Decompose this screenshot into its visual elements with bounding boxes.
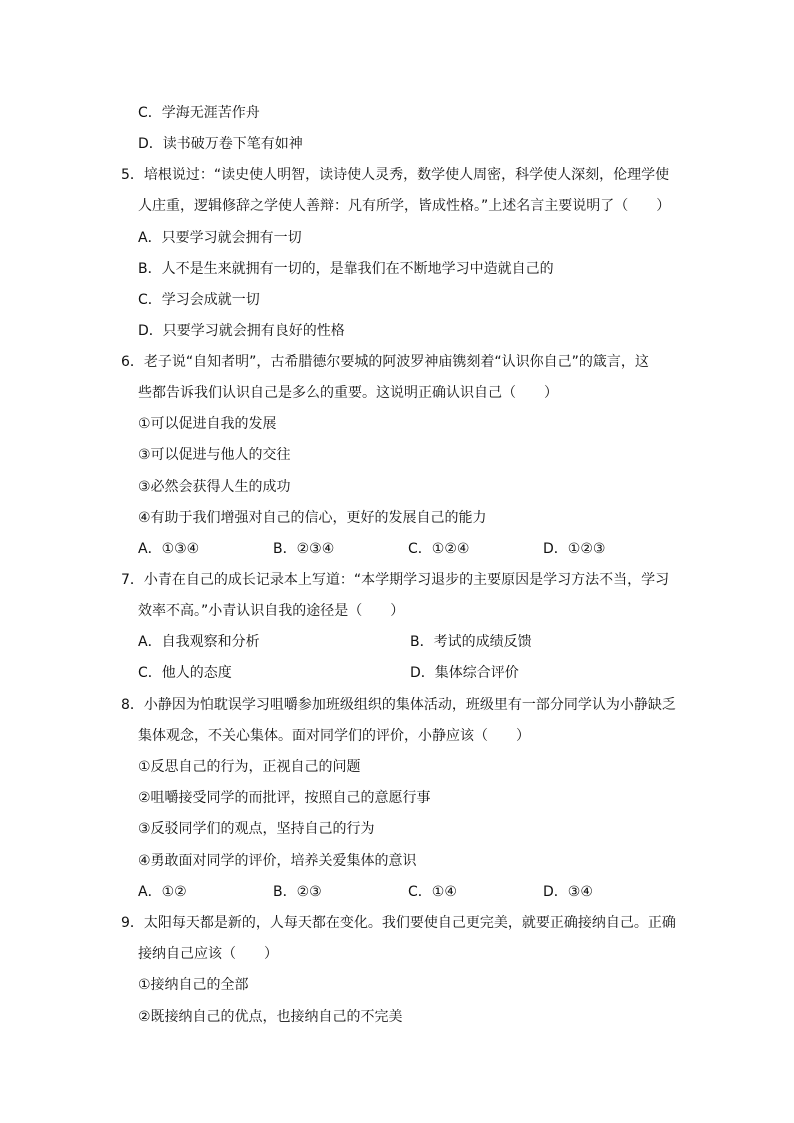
q9-item-2: ②既接纳自己的优点，也接纳自己的不完美 bbox=[138, 1009, 403, 1025]
q7-options-row2 bbox=[138, 664, 519, 682]
q6-option-b: B．②③④ bbox=[273, 541, 335, 557]
q8-stem-line1: 8．小静因为怕耽误学习咀嚼参加班级组织的集体活动，班级里有一部分同学认为小静缺乏 bbox=[121, 697, 676, 713]
q5-stem-line2: 人庄重，逻辑修辞之学使人善辩：凡有所学，皆成性格。”上述名言主要说明了（ ） bbox=[138, 198, 671, 214]
q8-option-b: B．②③ bbox=[273, 884, 322, 900]
q6-option-a: A．①③④ bbox=[138, 541, 200, 557]
q8-option-a: A．①② bbox=[138, 884, 187, 900]
q8-stem-line2: 集体观念，不关心集体。面对同学们的评价，小静应该（ ） bbox=[138, 728, 530, 744]
q8-options bbox=[138, 883, 593, 901]
q6-item-4: ④有助于我们增强对自己的信心，更好的发展自己的能力 bbox=[138, 510, 487, 526]
q5-option-d: D．只要学习就会拥有良好的性格 bbox=[138, 323, 345, 339]
q6-options bbox=[138, 540, 605, 558]
q9-item-1: ①接纳自己的全部 bbox=[138, 977, 249, 993]
q8-item-1: ①反思自己的行为，正视自己的问题 bbox=[138, 759, 361, 775]
q7-option-a: A．自我观察和分析 bbox=[138, 634, 260, 650]
q7-options-row1 bbox=[138, 633, 532, 651]
q5-option-c: C．学习会成就一切 bbox=[138, 292, 260, 308]
q8-item-3: ③反驳同学们的观点，坚持自己的行为 bbox=[138, 821, 375, 837]
q8-item-2: ②咀嚼接受同学的而批评，按照自己的意愿行事 bbox=[138, 790, 431, 806]
q6-option-d: D．①②③ bbox=[543, 541, 606, 557]
q8-option-c: C．①④ bbox=[408, 884, 457, 900]
q7-option-d: D．集体综合评价 bbox=[410, 665, 519, 681]
q9-stem-line2: 接纳自己应该（ ） bbox=[138, 946, 278, 962]
q6-item-3b: ③必然会获得人生的成功 bbox=[138, 479, 291, 495]
q6-stem-line1: 6．老子说“自知者明”，古希腊德尔要城的阿波罗神庙镌刻着“认识你自己”的箴言，这 bbox=[121, 354, 649, 370]
q6-item-3: ③可以促进与他人的交往 bbox=[138, 447, 291, 463]
q7-option-b: B．考试的成绩反馈 bbox=[410, 634, 532, 650]
q7-option-c: C．他人的态度 bbox=[138, 665, 232, 681]
q5-option-b: B．人不是生来就拥有一切的，是靠我们在不断地学习中造就自己的 bbox=[138, 261, 554, 277]
q7-stem-line2: 效率不高。”小青认识自我的途径是（ ） bbox=[138, 603, 405, 619]
q5-stem-line1: 5．培根说过：“读史使人明智，读诗使人灵秀，数学使人周密，科学使人深刻，伦理学使 bbox=[121, 167, 670, 183]
q5-option-a: A．只要学习就会拥有一切 bbox=[138, 230, 302, 246]
q9-stem-line1: 9．太阳每天都是新的，人每天都在变化。我们要使自己更完美，就要正确接纳自己。正确 bbox=[121, 915, 676, 931]
q4-option-d: D．读书破万卷下笔有如神 bbox=[138, 136, 303, 152]
q6-item-1: ①可以促进自我的发展 bbox=[138, 416, 277, 432]
q6-stem-line2: 些都告诉我们认识自己是多么的重要。这说明正确认识自己（ ） bbox=[138, 385, 558, 401]
q6-option-c: C．①②④ bbox=[408, 541, 470, 557]
q7-stem-line1: 7．小青在自己的成长记录本上写道：“本学期学习退步的主要原因是学习方法不当，学习 bbox=[121, 572, 670, 588]
q8-item-4: ④勇敢面对同学的评价，培养关爱集体的意识 bbox=[138, 853, 417, 869]
q8-option-d: D．③④ bbox=[543, 884, 593, 900]
q4-option-c: C．学海无涯苦作舟 bbox=[138, 105, 260, 121]
